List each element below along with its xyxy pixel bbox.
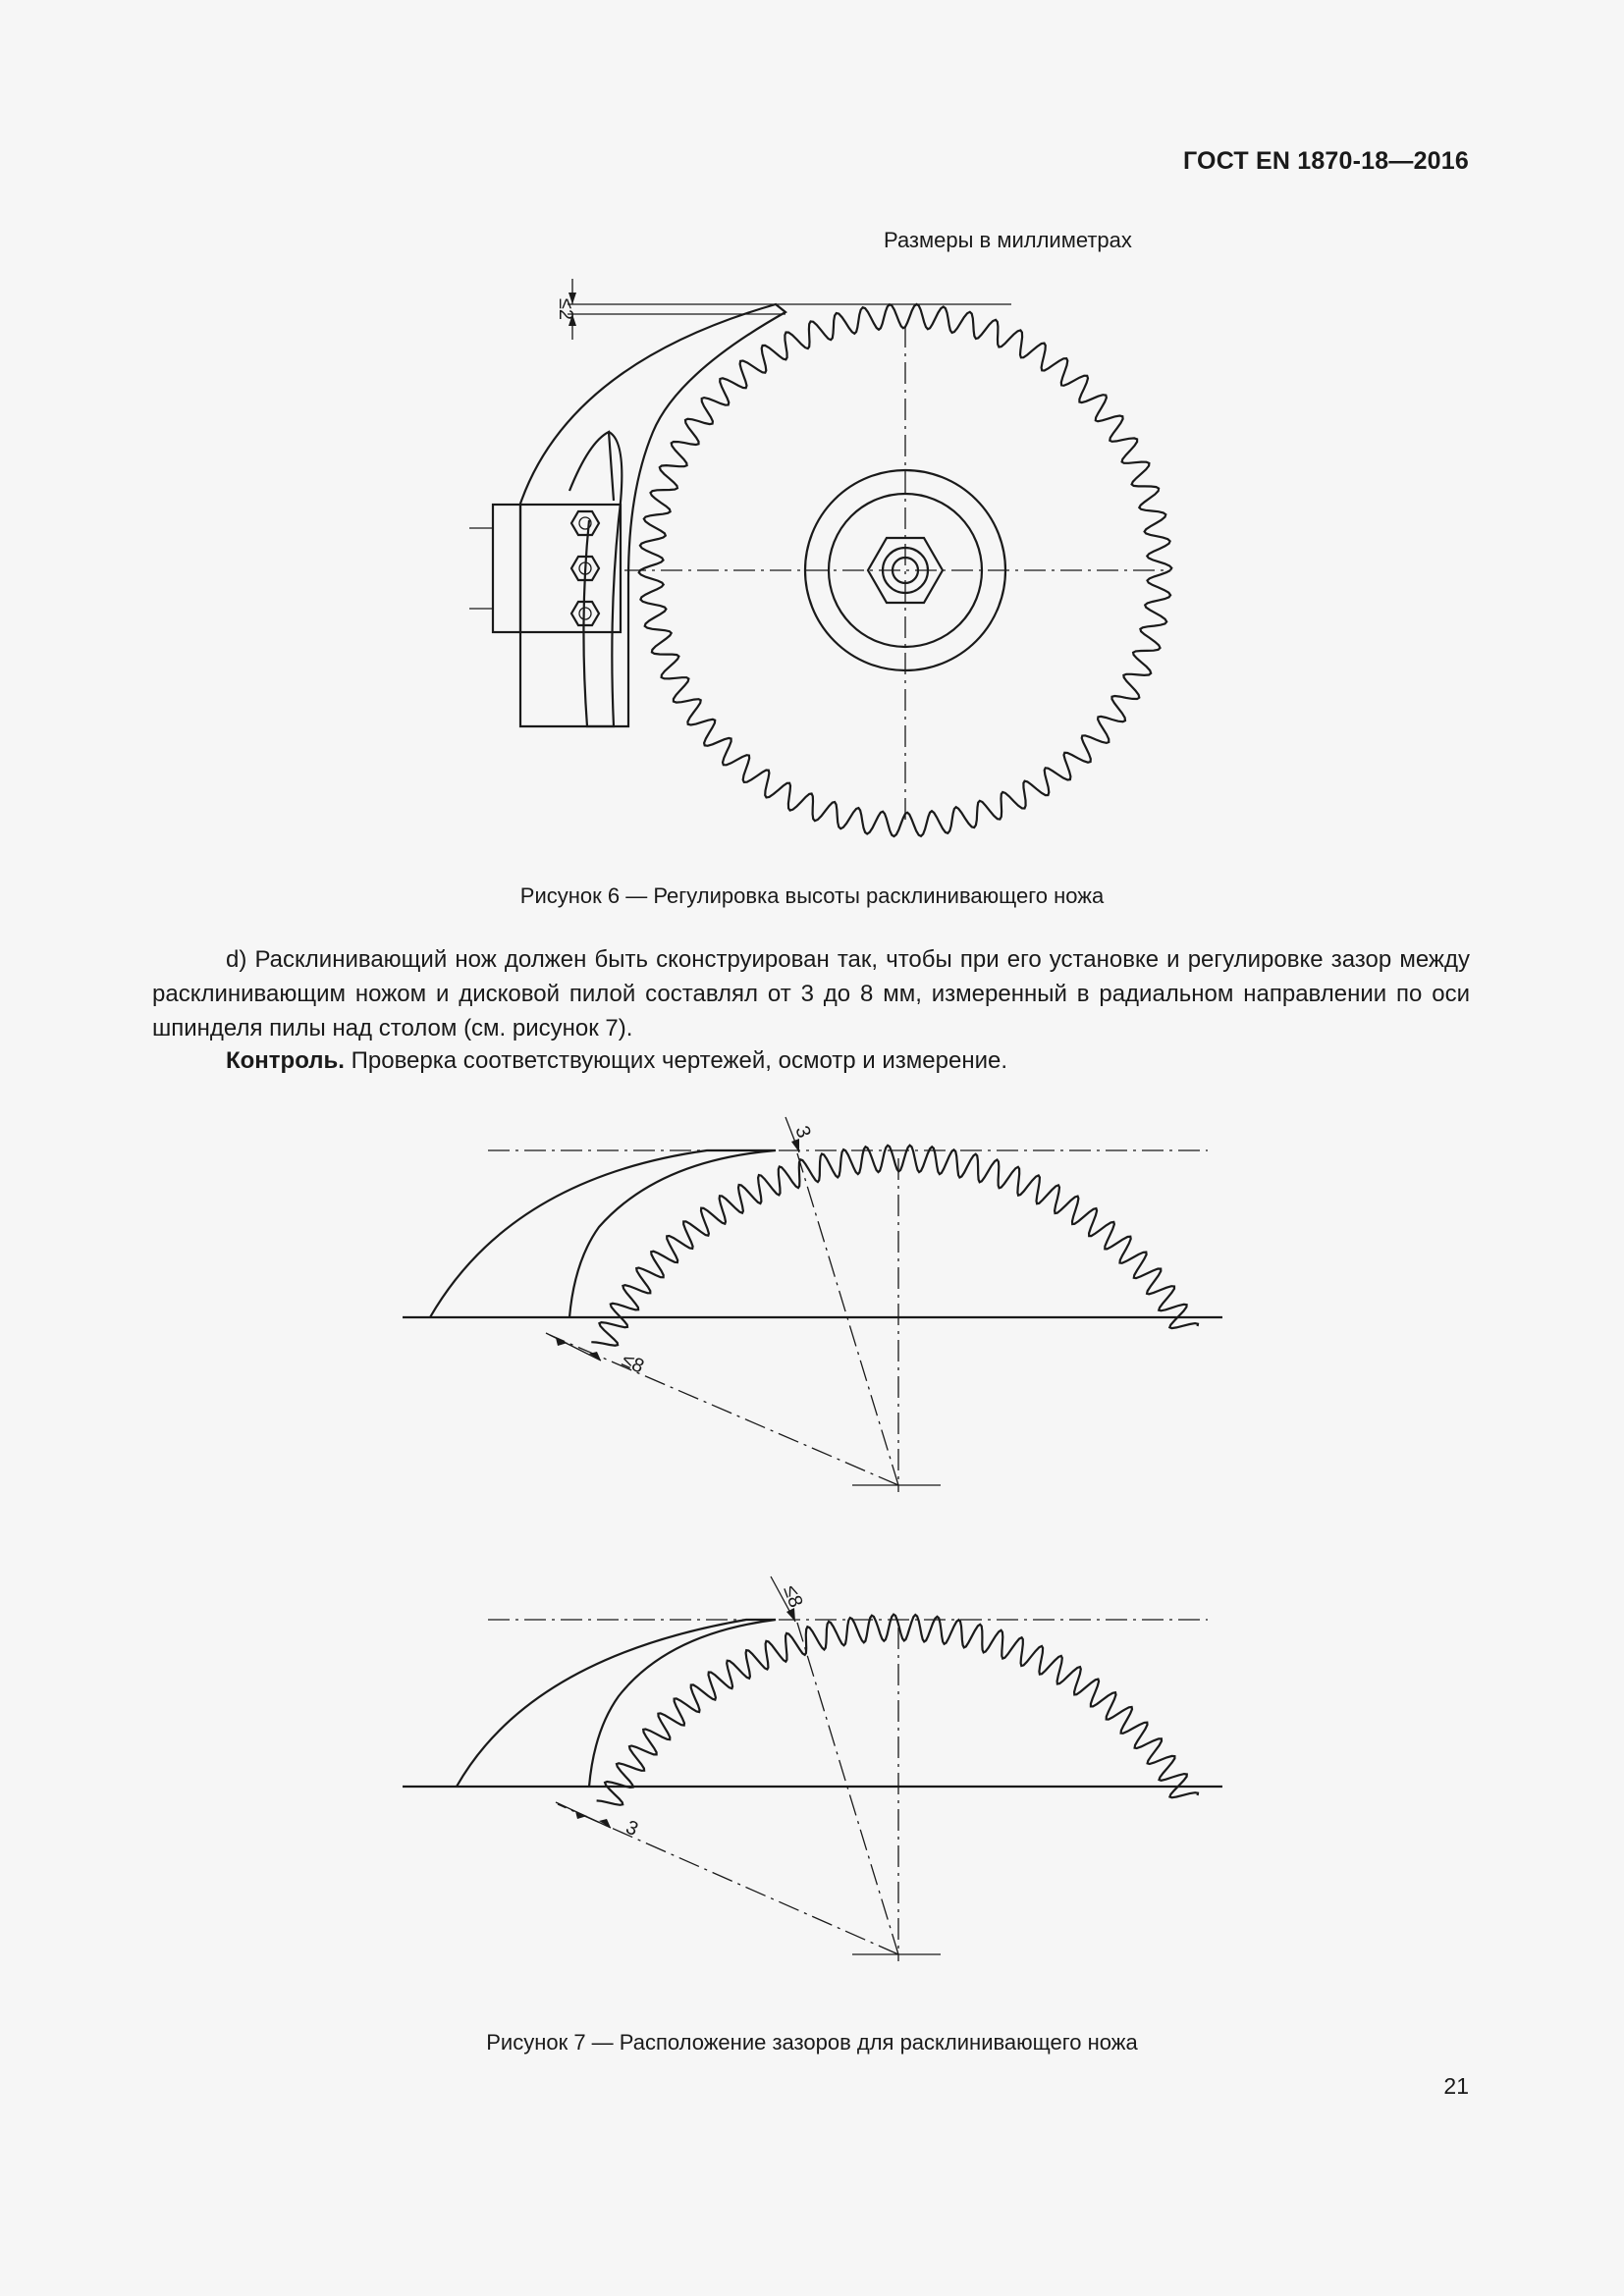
saw-blade <box>639 304 1172 836</box>
figure-6-caption: Рисунок 6 — Регулировка высоты расклинивающего ножа <box>519 883 1105 908</box>
control-label: Контроль. <box>226 1047 345 1074</box>
dimensions-note: Размеры в миллиметрах <box>884 228 1132 252</box>
clamp-block <box>493 505 621 632</box>
saw-blade-segment <box>591 1146 1198 1346</box>
figure-7-caption: Рисунок 7 — Расположение зазоров для расклинивающего ножа <box>486 2030 1138 2055</box>
document-code: ГОСТ EN 1870-18—2016 <box>1183 147 1469 175</box>
fig7a-top-label: 3 <box>790 1123 815 1142</box>
fig7b-top-label: ≤8 <box>779 1582 807 1611</box>
fig7a-bottom-label: ≤8 <box>618 1349 648 1378</box>
clamp-nut-3 <box>571 602 599 625</box>
figure-7-bottom-drawing <box>0 1569 1624 1981</box>
riving-knife-bottom <box>457 1620 776 1787</box>
page-number: 21 <box>1443 2073 1469 2099</box>
dimension-label-2: ≤2 <box>555 297 576 321</box>
figure-7-top-drawing <box>0 1099 1624 1512</box>
riving-knife-top <box>430 1150 776 1317</box>
paragraph-d: d) Расклинивающий нож должен быть сконструирован так, чтобы при его установке и регулировке зазор между расклинивающим ножом и дисковой пилой составлял от 3 до 8 мм, измеренный в радиальном направлении по оси шпинделя пилы над столом (см. рисунок 7). <box>152 946 1470 1041</box>
clamp-nut-1 <box>571 511 599 535</box>
paragraph-control <box>152 1043 1470 1078</box>
figure-6-saw-blade-drawing <box>0 265 1624 854</box>
fig7b-bottom-label: 3 <box>622 1816 642 1842</box>
control-text: Проверка соответствующих чертежей, осмотр и измерение. <box>344 1047 1007 1074</box>
